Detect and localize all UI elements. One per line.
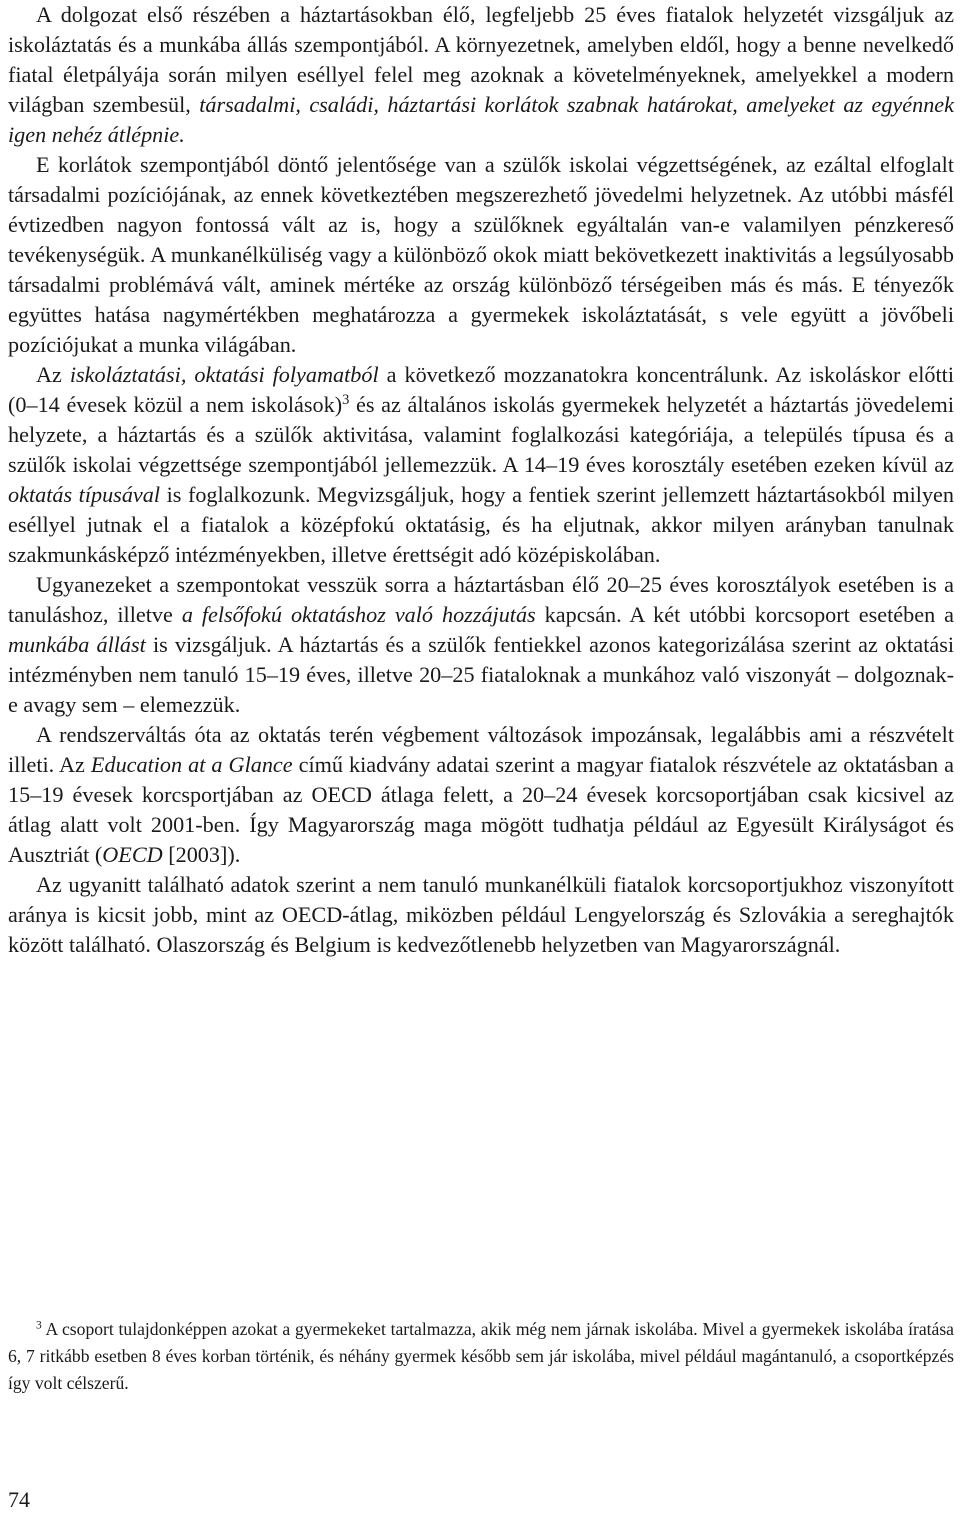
italic-text: OECD bbox=[102, 842, 163, 867]
text-run: Az ugyanitt található adatok szerint a nem tanuló munkanélküli fiatalok korcsoportjukhoz viszonyított aránya is kicsit jobb, mint az OECD-átlag, miközben például Lengyelország és Szlovákia a sereghajtók között található. Olaszország és Belgium is kedvezőtlenebb helyzetben van Magyarországnál. bbox=[8, 872, 954, 957]
paragraph bbox=[8, 360, 954, 570]
text-run: A dolgozat első részében a háztartásokban élő, legfeljebb 25 éves fiatalok helyzetét vizsgáljuk az iskoláztatás és a munkába állás szempontjából. A környezetnek, amelyben eldől, hogy a benne nevelkedő fiatal életpályája során milyen eséllyel felel meg azoknak a követelményeknek, amelyekkel a modern világban szembesül, bbox=[8, 2, 954, 117]
text-run: A rendszerváltás óta az oktatás terén végbement változások impozánsak, legalábbis ami a részvételt illeti. Az bbox=[8, 722, 954, 777]
text-run: E korlátok szempontjából döntő jelentősége van a szülők iskolai végzettségének, az ezáltal elfoglalt társadalmi pozíciójának, az ennek következtében megszerezhető jövedelmi helyzetnek. Az utóbbi másfél évtizedben nagyon fontossá vált az is, hogy a szülőknek egyáltalán van-e valamilyen pénzkereső tevékenységük. A munkanélküliség vagy a különböző okok miatt bekövetkezett inaktivitás a legsúlyosabb társadalmi problémává vált, aminek mértéke az ország különböző térségeiben más és más. E tényezők együttes hatása nagymértékben meghatározza a gyermekek iskoláztatását, s vele együtt a jövőbeli pozíciójukat a munka világában. bbox=[8, 152, 954, 357]
text-run: kapcsán. A két utóbbi korcsoport esetében a bbox=[535, 602, 954, 627]
text-run: Ugyanezeket a szempontokat vesszük sorra a háztartásban élő 20–25 éves korosztályok esetében is a tanuláshoz, illetve bbox=[8, 572, 954, 627]
text-run: a következő mozzanatokra koncentrálunk. Az iskoláskor előtti (0–14 évesek közül a nem iskolások) bbox=[8, 362, 954, 417]
page-number: 74 bbox=[8, 1487, 30, 1512]
italic-text: a felsőfokú oktatáshoz való hozzájutás bbox=[181, 602, 536, 627]
italic-text: Education at a Glance bbox=[90, 752, 293, 777]
italic-text: oktatás típusával bbox=[8, 482, 161, 507]
paragraph bbox=[8, 150, 954, 360]
text-run: is vizsgáljuk. A háztartás és a szülők fentiekkel azonos kategorizálása szerint az oktatási intézményben nem tanuló 15–19 éves, illetve 20–25 fiataloknak a munkához való viszonyát – dolgoznak-e avagy sem – elemezzük. bbox=[8, 632, 955, 717]
footnote-text: A csoport tulajdonképpen azokat a gyermekeket tartalmazza, akik még nem járnak iskolába. Mivel a gyermekek iskolába íratása 6, 7 ritkább esetben 8 éves korban történik, és néhány gyermek később sem jár iskolába, mivel például magántanuló, a csoportképzés így volt célszerű. bbox=[8, 1319, 954, 1393]
footnote-reference: 3 bbox=[342, 392, 350, 409]
footnote-marker: 3 bbox=[36, 1319, 42, 1332]
italic-text: társadalmi, családi, háztartási korlátok szabnak határokat, amelyeket az egyénnek igen nehéz átlépnie. bbox=[8, 92, 954, 147]
paragraph bbox=[8, 0, 954, 150]
document-page bbox=[8, 0, 954, 1514]
footnote bbox=[8, 1316, 954, 1397]
body-text bbox=[8, 0, 954, 960]
text-run: és az általános iskolás gyermekek helyzetét a háztartás jövedelemi helyzete, a háztartás és a szülők aktivitása, valamint foglalkozási kategóriája, a település típusa és a szülők iskolai végzettsége szempontjából jellemezzük. A 14–19 éves korosztály esetében ezeken kívül az bbox=[8, 392, 954, 477]
paragraph bbox=[8, 720, 954, 870]
text-run: is foglalkozunk. Megvizsgáljuk, hogy a fentiek szerint jellemzett háztartásokból milyen eséllyel jutnak el a fiatalok a középfokú oktatásig, és ha eljutnak, akkor milyen arányban tanulnak szakmunkásképző intézményekben, illetve érettségit adó középiskolában. bbox=[8, 482, 954, 567]
paragraph bbox=[8, 870, 954, 960]
paragraph bbox=[8, 570, 954, 720]
italic-text: munkába állást bbox=[8, 632, 146, 657]
italic-text: iskoláztatási, oktatási folyamatból bbox=[69, 362, 379, 387]
text-run: [2003]). bbox=[162, 842, 241, 867]
text-run: Az bbox=[36, 362, 70, 387]
text-run: című kiadvány adatai szerint a magyar fiatalok részvétele az oktatásban a 15–19 évesek korcsportjában az OECD átlaga felett, a 20–24 évesek korcsoportjában csak kicsivel az átlag alatt volt 2001-ben. Így Magyarország maga mögött tudhatja például az Egyesült Királyságot és Ausztriát ( bbox=[8, 752, 954, 867]
